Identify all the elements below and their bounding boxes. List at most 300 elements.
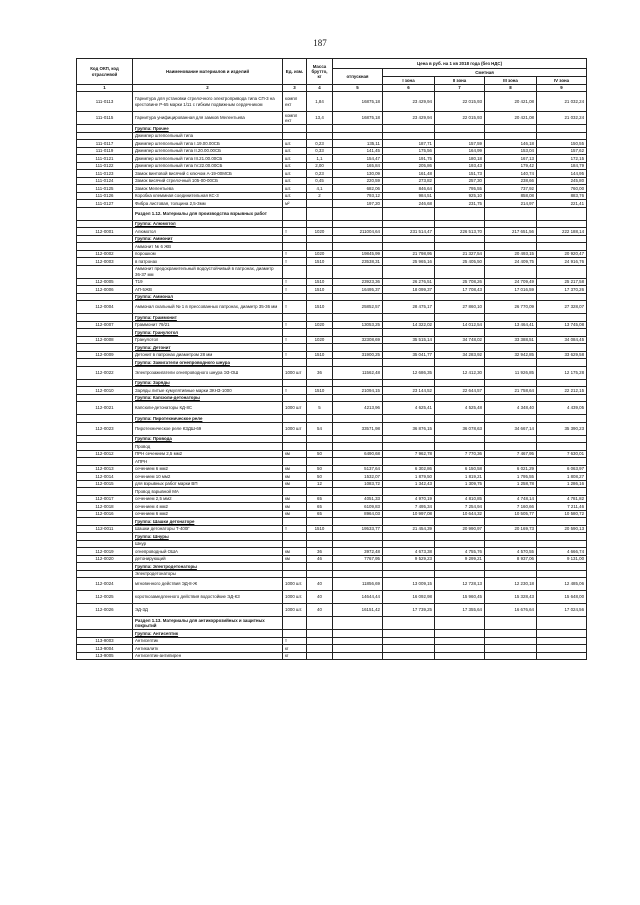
empty-cell — [283, 314, 307, 322]
item-name-cell: Антикалитк — [133, 645, 283, 653]
empty-cell — [485, 435, 537, 443]
price-zone-3-cell: 7 467,95 — [485, 450, 537, 458]
col-number: 2 — [133, 85, 283, 92]
empty-cell — [283, 132, 307, 140]
col-number: 6 — [383, 85, 435, 92]
table-row — [77, 336, 587, 344]
price-release-cell: 14644,44 — [333, 591, 383, 604]
price-zone-3-cell: 10 505,77 — [485, 510, 537, 518]
unit-cell: шт. — [283, 170, 307, 178]
item-name-cell: детонирующий — [133, 555, 283, 563]
empty-cell — [435, 563, 485, 571]
item-name-cell: Джемпер штепсельный типа I.19.00.00СБ — [133, 140, 283, 148]
item-name-cell: Шашки детонаторы Т-400Г — [133, 525, 283, 533]
empty-cell — [307, 243, 333, 251]
empty-cell — [383, 630, 435, 638]
table-row — [77, 92, 587, 112]
unit-cell: 1000 шт. — [283, 604, 307, 617]
price-zone-1-cell: 35 515,14 — [383, 336, 435, 344]
price-zone-2-cell: 4 755,76 — [435, 548, 485, 556]
price-zone-4-cell: 760,00 — [537, 185, 587, 193]
price-zone-3-cell: 4 348,40 — [485, 402, 537, 415]
group-title: Группа: Аммонит — [133, 235, 283, 243]
mass-cell: 0,33 — [307, 147, 333, 155]
price-zone-1-cell: 187,71 — [383, 140, 435, 148]
price-zone-1-cell: 13 009,15 — [383, 578, 435, 591]
empty-cell — [307, 540, 333, 548]
price-zone-1-cell: 7 962,78 — [383, 450, 435, 458]
price-zone-2-cell — [435, 652, 485, 660]
mass-cell: 13,4 — [307, 112, 333, 125]
okp-code-cell: 111-0113 — [77, 92, 133, 112]
item-name-cell: АП-5ЖВ — [133, 286, 283, 294]
price-zone-2-cell: 151,73 — [435, 170, 485, 178]
unit-cell: т — [283, 637, 307, 645]
empty-cell — [283, 488, 307, 496]
empty-cell — [307, 488, 333, 496]
mass-cell: 36 — [307, 548, 333, 556]
price-release-cell: 197,20 — [333, 200, 383, 208]
price-zone-1-cell: 231 514,47 — [383, 228, 435, 236]
mass-cell: 40 — [307, 578, 333, 591]
col-mass-header: Масса брутто, кг — [307, 59, 333, 85]
price-zone-3-cell: 214,97 — [485, 200, 537, 208]
unit-cell: компл ект — [283, 92, 307, 112]
price-zone-4-cell: 4 781,82 — [537, 495, 587, 503]
subgroup-title: Аммонит № 6 ЖВ — [133, 243, 283, 251]
empty-cell — [307, 314, 333, 322]
mass-cell: 54 — [307, 422, 333, 435]
table-row — [77, 465, 587, 473]
group-title: Группа: Гранулотол — [133, 329, 283, 337]
price-zone-2-cell — [435, 637, 485, 645]
subgroup-title: Джемпер штепсельный типа — [133, 132, 283, 140]
table-row — [77, 652, 587, 660]
okp-code-cell: 112-0003 — [77, 258, 133, 266]
zone-header: IV зона — [537, 77, 587, 85]
column-number-row — [77, 85, 587, 92]
okp-code-cell — [77, 518, 133, 526]
okp-code-cell — [77, 314, 133, 322]
page-number: 187 — [313, 38, 327, 48]
group-row — [77, 359, 587, 367]
unit-cell: км — [283, 495, 307, 503]
mass-cell: 1,84 — [307, 92, 333, 112]
table-row — [77, 578, 587, 591]
price-zone-2-cell: 14 012,54 — [435, 321, 485, 329]
empty-cell — [537, 220, 587, 228]
empty-cell — [333, 314, 383, 322]
empty-cell — [307, 359, 333, 367]
price-zone-1-cell: 18 099,37 — [383, 286, 435, 294]
price-zone-4-cell: 7 630,01 — [537, 450, 587, 458]
empty-cell — [383, 220, 435, 228]
price-release-cell: 19845,99 — [333, 250, 383, 258]
group-row — [77, 630, 587, 638]
okp-code-cell: 111-0121 — [77, 155, 133, 163]
col-number: 9 — [537, 85, 587, 92]
mass-cell: 36 — [307, 366, 333, 379]
okp-code-cell: 112-0011 — [77, 525, 133, 533]
empty-cell — [485, 563, 537, 571]
empty-cell — [333, 617, 383, 630]
item-name-cell: Гранулотол — [133, 336, 283, 344]
empty-cell — [333, 207, 383, 220]
okp-code-cell — [77, 488, 133, 496]
empty-cell — [537, 630, 587, 638]
price-release-cell — [333, 645, 383, 653]
empty-cell — [537, 488, 587, 496]
empty-cell — [435, 435, 485, 443]
subgroup-row — [77, 265, 587, 278]
table-row — [77, 351, 587, 359]
empty-cell — [283, 435, 307, 443]
group-title: Группа: Пиротехническое реле — [133, 415, 283, 423]
empty-cell — [283, 293, 307, 301]
group-title: Группа: Провода — [133, 435, 283, 443]
unit-cell: т — [283, 228, 307, 236]
okp-code-cell: 112-0001 — [77, 228, 133, 236]
empty-cell — [537, 617, 587, 630]
okp-code-cell — [77, 293, 133, 301]
okp-code-cell — [77, 265, 133, 278]
price-zone-2-cell: 164,99 — [435, 147, 485, 155]
unit-cell: 1000 шт. — [283, 578, 307, 591]
price-zone-1-cell: 273,82 — [383, 177, 435, 185]
col-code-header: Код ОКП, код отраслевой — [77, 59, 133, 85]
empty-cell — [435, 540, 485, 548]
mass-cell: 1020 — [307, 321, 333, 329]
price-zone-4-cell: 1 808,27 — [537, 473, 587, 481]
okp-code-cell: 112-0006 — [77, 286, 133, 294]
unit-cell: т — [283, 351, 307, 359]
empty-cell — [383, 329, 435, 337]
price-zone-1-cell: 21 798,95 — [383, 250, 435, 258]
okp-code-cell: 111-0123 — [77, 170, 133, 178]
mass-cell: 50 — [307, 450, 333, 458]
price-zone-4-cell: 4 439,05 — [537, 402, 587, 415]
empty-cell — [383, 540, 435, 548]
table-row — [77, 548, 587, 556]
price-zone-2-cell — [435, 645, 485, 653]
price-zone-3-cell: 4 570,55 — [485, 548, 537, 556]
price-zone-4-cell: 24 916,76 — [537, 258, 587, 266]
okp-code-cell — [77, 458, 133, 466]
empty-cell — [485, 125, 537, 133]
price-zone-1-cell: 23 144,52 — [383, 387, 435, 395]
empty-cell — [383, 379, 435, 387]
empty-cell — [485, 533, 537, 541]
price-zone-4-cell: 15 648,00 — [537, 591, 587, 604]
price-release-cell: 16151,42 — [333, 604, 383, 617]
price-release-cell: 19533,77 — [333, 525, 383, 533]
col-number: 8 — [485, 85, 537, 92]
empty-cell — [307, 220, 333, 228]
empty-cell — [537, 563, 587, 571]
price-zone-2-cell: 180,18 — [435, 155, 485, 163]
price-zone-2-cell: 17 708,43 — [435, 286, 485, 294]
price-zone-3-cell: 24 709,49 — [485, 278, 537, 286]
price-zone-2-cell: 7 770,36 — [435, 450, 485, 458]
subgroup-row — [77, 132, 587, 140]
price-zone-3-cell: 858,08 — [485, 192, 537, 200]
price-release-cell: 23538,31 — [333, 258, 383, 266]
okp-code-cell: 111-0125 — [77, 185, 133, 193]
empty-cell — [307, 570, 333, 578]
empty-cell — [485, 630, 537, 638]
item-name-cell: Замок винтовой висячий с ключом А-19-00МСБ — [133, 170, 283, 178]
price-zone-2-cell: 15 960,45 — [435, 591, 485, 604]
price-zone-4-cell: 21 032,24 — [537, 92, 587, 112]
col-number: 7 — [435, 85, 485, 92]
table-row — [77, 258, 587, 266]
price-release-cell: 154,47 — [333, 155, 383, 163]
okp-code-cell — [77, 329, 133, 337]
empty-cell — [383, 415, 435, 423]
price-release-cell: 4051,33 — [333, 495, 383, 503]
price-zone-4-cell: 21 032,24 — [537, 112, 587, 125]
group-title: Группа: Шашки детонаторе — [133, 518, 283, 526]
empty-cell — [383, 293, 435, 301]
empty-cell — [333, 293, 383, 301]
price-zone-4-cell: 4 666,74 — [537, 548, 587, 556]
mass-cell: 40 — [307, 591, 333, 604]
empty-cell — [307, 207, 333, 220]
zone-header: III зона — [485, 77, 537, 85]
price-zone-4-cell: 157,62 — [537, 147, 587, 155]
group-row — [77, 220, 587, 228]
price-zone-4-cell — [537, 652, 587, 660]
price-release-cell: 31900,25 — [333, 351, 383, 359]
empty-cell — [485, 443, 537, 451]
table-row — [77, 637, 587, 645]
price-zone-4-cell: 12 175,28 — [537, 366, 587, 379]
price-release-cell: 220,59 — [333, 177, 383, 185]
col-number: 3 — [283, 85, 307, 92]
price-zone-1-cell: 4 625,41 — [383, 402, 435, 415]
empty-cell — [383, 125, 435, 133]
price-zone-4-cell — [537, 637, 587, 645]
empty-cell — [383, 265, 435, 278]
unit-cell: т — [283, 301, 307, 314]
price-zone-3-cell: 16 676,64 — [485, 604, 537, 617]
price-zone-3-cell: 26 770,09 — [485, 301, 537, 314]
empty-cell — [307, 344, 333, 352]
empty-cell — [333, 220, 383, 228]
empty-cell — [435, 488, 485, 496]
empty-cell — [383, 570, 435, 578]
price-zone-4-cell: 1 286,16 — [537, 480, 587, 488]
empty-cell — [485, 293, 537, 301]
okp-code-cell: 112-0025 — [77, 591, 133, 604]
price-zone-3-cell: 1 258,78 — [485, 480, 537, 488]
price-zone-4-cell: 27 328,07 — [537, 301, 587, 314]
empty-cell — [435, 265, 485, 278]
empty-cell — [283, 220, 307, 228]
empty-cell — [435, 235, 485, 243]
group-row — [77, 235, 587, 243]
empty-cell — [537, 518, 587, 526]
price-release-cell: 11856,69 — [333, 578, 383, 591]
mass-cell: 50 — [307, 473, 333, 481]
empty-cell — [307, 563, 333, 571]
okp-code-cell: 112-0020 — [77, 555, 133, 563]
price-table-sheet — [76, 58, 587, 660]
price-zone-2-cell: 34 283,92 — [435, 351, 485, 359]
price-zone-3-cell: 34 667,14 — [485, 422, 537, 435]
unit-cell: шт. — [283, 147, 307, 155]
price-zone-3-cell: 217 651,56 — [485, 228, 537, 236]
price-zone-3-cell: 146,18 — [485, 140, 537, 148]
empty-cell — [307, 394, 333, 402]
subgroup-row — [77, 488, 587, 496]
subgroup-row — [77, 458, 587, 466]
empty-cell — [333, 415, 383, 423]
empty-cell — [435, 443, 485, 451]
item-name-cell: Замок Мелентьева — [133, 185, 283, 193]
empty-cell — [283, 265, 307, 278]
empty-cell — [333, 344, 383, 352]
empty-cell — [283, 570, 307, 578]
price-zone-2-cell: 226 513,70 — [435, 228, 485, 236]
okp-code-cell — [77, 540, 133, 548]
group-row — [77, 518, 587, 526]
col-name-header: Наименование материалов и изделий — [133, 59, 283, 85]
empty-cell — [333, 243, 383, 251]
okp-code-cell: 112-0014 — [77, 473, 133, 481]
empty-cell — [283, 235, 307, 243]
empty-cell — [333, 443, 383, 451]
price-zone-2-cell: 925,10 — [435, 192, 485, 200]
empty-cell — [537, 394, 587, 402]
okp-code-cell: 112-0017 — [77, 495, 133, 503]
price-zone-1-cell: 246,68 — [383, 200, 435, 208]
empty-cell — [485, 265, 537, 278]
group-row — [77, 394, 587, 402]
price-zone-1-cell: 1 879,50 — [383, 473, 435, 481]
unit-cell: шт. — [283, 185, 307, 193]
okp-code-cell: 112-0005 — [77, 278, 133, 286]
empty-cell — [283, 458, 307, 466]
table-row — [77, 473, 587, 481]
unit-cell: км — [283, 548, 307, 556]
unit-cell: т — [283, 250, 307, 258]
empty-cell — [283, 125, 307, 133]
okp-code-cell: 112-0002 — [77, 250, 133, 258]
price-zone-4-cell: 22 212,15 — [537, 387, 587, 395]
okp-code-cell: 112-0013 — [77, 465, 133, 473]
table-row — [77, 177, 587, 185]
price-zone-4-cell: 222 188,14 — [537, 228, 587, 236]
okp-code-cell — [77, 617, 133, 630]
okp-code-cell: 113-9005 — [77, 652, 133, 660]
empty-cell — [537, 443, 587, 451]
price-zone-2-cell: 257,30 — [435, 177, 485, 185]
item-name-cell: Фибра листовая, толщина 2,5-3мм — [133, 200, 283, 208]
price-zone-2-cell: 795,55 — [435, 185, 485, 193]
price-zone-3-cell: 20 421,08 — [485, 112, 537, 125]
mass-cell: 1020 — [307, 228, 333, 236]
empty-cell — [485, 235, 537, 243]
price-zone-3-cell: 140,74 — [485, 170, 537, 178]
price-zone-2-cell: 157,59 — [435, 140, 485, 148]
price-release-cell: 16875,18 — [333, 112, 383, 125]
okp-code-cell — [77, 235, 133, 243]
empty-cell — [283, 533, 307, 541]
empty-cell — [383, 243, 435, 251]
price-zone-3-cell — [485, 645, 537, 653]
table-row — [77, 112, 587, 125]
price-zone-2-cell: 1 819,21 — [435, 473, 485, 481]
mass-cell — [307, 652, 333, 660]
price-zone-2-cell: 22 015,93 — [435, 92, 485, 112]
okp-code-cell — [77, 415, 133, 423]
mass-cell: 50 — [307, 465, 333, 473]
unit-cell: т — [283, 525, 307, 533]
price-release-cell: 211004,64 — [333, 228, 383, 236]
price-zone-1-cell: 10 997,08 — [383, 510, 435, 518]
unit-cell: т — [283, 336, 307, 344]
price-release-cell: 165,84 — [333, 162, 383, 170]
empty-cell — [537, 435, 587, 443]
empty-cell — [537, 132, 587, 140]
group-row — [77, 314, 587, 322]
price-release-cell: 16495,37 — [333, 286, 383, 294]
okp-code-cell — [77, 344, 133, 352]
price-zone-1-cell: 14 322,02 — [383, 321, 435, 329]
price-release-cell: 682,06 — [333, 185, 383, 193]
price-release-cell: 11562,48 — [333, 366, 383, 379]
empty-cell — [435, 207, 485, 220]
table-row — [77, 645, 587, 653]
empty-cell — [333, 379, 383, 387]
empty-cell — [283, 243, 307, 251]
price-zone-3-cell: 238,66 — [485, 177, 537, 185]
okp-code-cell: 112-0018 — [77, 503, 133, 511]
empty-cell — [383, 458, 435, 466]
item-name-cell: сечением 10 мм2 — [133, 473, 283, 481]
mass-cell: 0,23 — [307, 140, 333, 148]
empty-cell — [383, 533, 435, 541]
price-release-cell: 3972,48 — [333, 548, 383, 556]
empty-cell — [307, 443, 333, 451]
item-name-cell: мгновенного действия ЭД-8-Ж — [133, 578, 283, 591]
okp-code-cell: 112-0008 — [77, 336, 133, 344]
item-name-cell: Электрозажигатели огнепроводного шнура ЭЗ-ОШ — [133, 366, 283, 379]
price-zone-2-cell: 1 309,75 — [435, 480, 485, 488]
item-name-cell: Коробка клеммная соединительная КС-3 — [133, 192, 283, 200]
price-zone-2-cell: 21 327,54 — [435, 250, 485, 258]
table-row — [77, 155, 587, 163]
price-zone-4-cell: 25 217,58 — [537, 278, 587, 286]
okp-code-cell: 111-0119 — [77, 147, 133, 155]
group-title: Группа: Детонит — [133, 344, 283, 352]
price-zone-1-cell: 4 970,19 — [383, 495, 435, 503]
group-row — [77, 435, 587, 443]
mass-cell: 1510 — [307, 301, 333, 314]
empty-cell — [537, 570, 587, 578]
price-zone-1-cell: 205,86 — [383, 162, 435, 170]
item-name-cell: Детонит в патронах диаметром 28 мм — [133, 351, 283, 359]
table-row — [77, 366, 587, 379]
empty-cell — [333, 563, 383, 571]
price-zone-1-cell: 23 429,94 — [383, 112, 435, 125]
empty-cell — [435, 458, 485, 466]
price-zone-2-cell: 25 708,26 — [435, 278, 485, 286]
empty-cell — [537, 235, 587, 243]
empty-cell — [333, 359, 383, 367]
empty-cell — [435, 125, 485, 133]
